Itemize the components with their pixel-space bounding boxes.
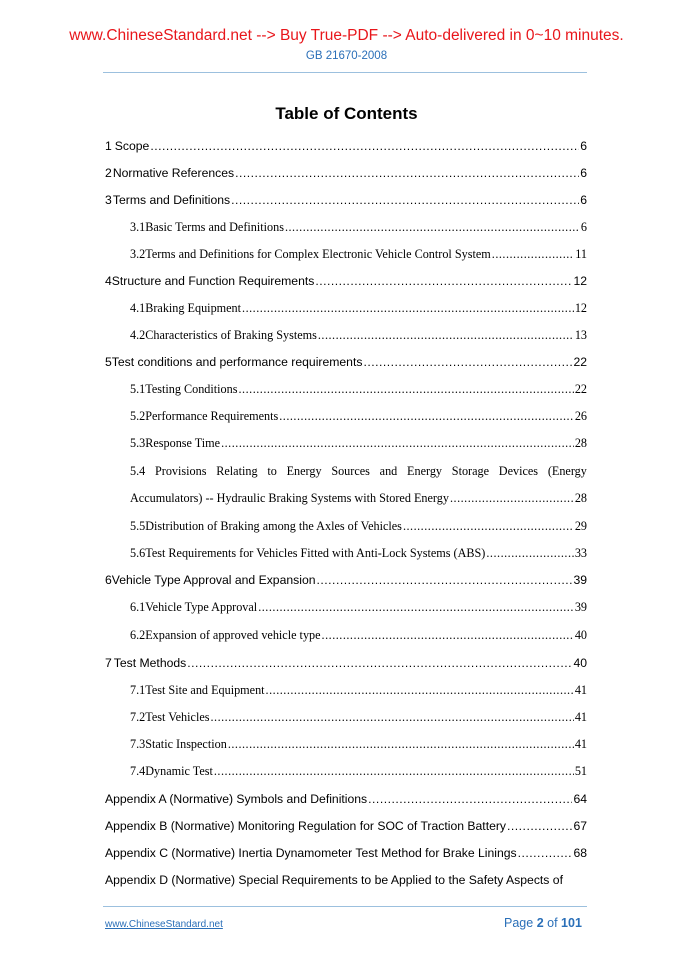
toc-entry-7[interactable] <box>105 656 587 670</box>
toc-entry-number: 7.2 <box>130 710 146 724</box>
leader-dots <box>403 519 574 534</box>
leader-dots <box>322 628 574 643</box>
toc-entry-page: 26 <box>574 409 587 423</box>
toc-entry-title: Static Inspection <box>145 737 227 751</box>
toc-entry-number: 5.2 <box>130 409 146 423</box>
toc-word: Storage <box>451 464 490 478</box>
toc-entry-title: Characteristics of Braking Systems <box>145 328 317 342</box>
footer-rule <box>103 906 587 907</box>
toc-entry-1[interactable] <box>105 139 587 153</box>
leader-dots <box>187 656 572 670</box>
toc-entry-6-2[interactable] <box>105 628 587 643</box>
toc-entry-title: Test conditions and performance requirements <box>111 355 363 369</box>
toc-entry-page: 41 <box>574 710 587 724</box>
leader-dots <box>317 573 573 587</box>
toc-entry-page: 6 <box>580 166 587 180</box>
page-current: 2 <box>536 916 544 930</box>
toc-entry-number: 6.2 <box>130 628 146 642</box>
toc-entry-page: 41 <box>574 737 587 751</box>
leader-dots <box>315 274 572 288</box>
toc-entry-number: 7.1 <box>130 683 146 697</box>
toc-entry-title: Terms and Definitions for Complex Electronic Vehicle Control System <box>145 247 491 261</box>
toc-entry-number: 5.5 <box>130 519 146 533</box>
toc-entry-title: Test Methods <box>113 656 187 670</box>
toc-entry-5-2[interactable] <box>105 409 587 424</box>
toc-entry-4-2[interactable] <box>105 328 587 343</box>
toc-entry-page: 13 <box>574 328 587 342</box>
toc-entry-number: 5.6 <box>130 546 146 560</box>
standard-number: GB 21670-2008 <box>305 50 388 62</box>
toc-entry-5-4-continued[interactable] <box>105 491 587 506</box>
header-rule <box>103 72 587 73</box>
toc-word: Provisions <box>155 464 207 478</box>
toc-word: Energy <box>286 464 322 478</box>
toc-entry-number: 6 <box>105 573 112 587</box>
leader-dots <box>235 166 579 180</box>
toc-entry-title: Testing Conditions <box>145 382 238 396</box>
toc-entry-page: 33 <box>574 546 587 560</box>
toc-entry-title: Normative References <box>112 166 235 180</box>
toc-entry-7-4[interactable] <box>105 764 587 779</box>
toc-entry-number: 7.4 <box>130 764 146 778</box>
toc-entry-title: Appendix A (Normative) Symbols and Definitions <box>105 792 368 806</box>
leader-dots <box>450 491 574 506</box>
page-of-label: of <box>547 916 558 930</box>
toc-word: Energy <box>407 464 443 478</box>
leader-dots <box>507 819 572 833</box>
toc-entry-title: Braking Equipment <box>145 301 242 315</box>
toc-entry-appendix-c[interactable] <box>105 846 587 860</box>
toc-entry-3-1[interactable] <box>105 220 587 235</box>
toc-entry-3[interactable] <box>105 193 587 207</box>
toc-entry-page: 28 <box>574 491 587 505</box>
toc-entry-title: Vehicle Type Approval and Expansion <box>111 573 316 587</box>
toc-entry-page: 22 <box>574 382 587 396</box>
toc-word: and <box>379 464 398 478</box>
leader-dots <box>285 220 580 235</box>
toc-entry-page: 39 <box>573 573 587 587</box>
toc-entry-page: 6 <box>580 220 587 234</box>
toc-word: Relating <box>216 464 258 478</box>
toc-entry-page: 28 <box>574 436 587 450</box>
toc-entry-page: 51 <box>574 764 587 778</box>
toc-entry-7-3[interactable] <box>105 737 587 752</box>
leader-dots <box>318 328 574 343</box>
toc-entry-5-3[interactable] <box>105 436 587 451</box>
toc-entry-number: 1 <box>105 139 112 153</box>
leader-dots <box>492 247 574 262</box>
toc-entry-page: 6 <box>580 139 587 153</box>
toc-entry-5-6[interactable] <box>105 546 587 561</box>
toc-entry-title: Accumulators) -- Hydraulic Braking Systems with Stored Energy <box>130 491 449 505</box>
toc-entry-page: 41 <box>574 683 587 697</box>
toc-entry-title: Appendix D (Normative) Special Requirements to be Applied to the Safety Aspects of <box>105 873 563 887</box>
toc-entry-number: 4 <box>105 274 112 288</box>
toc-entry-title: Vehicle Type Approval <box>145 600 258 614</box>
toc-entry-7-1[interactable] <box>105 683 587 698</box>
toc-entry-title: Scope <box>114 139 150 153</box>
toc-entry-number: 6.1 <box>130 600 146 614</box>
page-label: Page <box>504 916 534 930</box>
toc-entry-6-1[interactable] <box>105 600 587 615</box>
toc-entry-title: Terms and Definitions <box>112 193 231 207</box>
leader-dots <box>239 382 574 397</box>
toc-entry-title: Response Time <box>145 436 221 450</box>
toc-entry-page: 40 <box>574 628 587 642</box>
toc-entry-page: 29 <box>574 519 587 533</box>
toc-title: Table of Contents <box>275 104 418 123</box>
toc-entry-7-2[interactable] <box>105 710 587 725</box>
toc-entry-title: Dynamic Test <box>145 764 213 778</box>
toc-entry-5-1[interactable] <box>105 382 587 397</box>
toc-entry-4[interactable] <box>105 274 587 288</box>
toc-entry-number: 2 <box>105 166 112 180</box>
toc-entry-title: Performance Requirements <box>145 409 279 423</box>
leader-dots <box>486 546 573 561</box>
page-indicator <box>504 916 582 930</box>
toc-entry-page: 39 <box>574 600 587 614</box>
toc-entry-title: Distribution of Braking among the Axles of Vehicles <box>145 519 402 533</box>
toc-entry-title: Expansion of approved vehicle type <box>145 628 321 642</box>
leader-dots <box>363 355 572 369</box>
toc-entry-page: 6 <box>580 193 587 207</box>
toc-entry-number: 5 <box>105 355 112 369</box>
toc-entry-number: 7 <box>105 656 112 670</box>
toc-entry-2[interactable] <box>105 166 587 180</box>
leader-dots <box>242 301 574 316</box>
toc-entry-page: 22 <box>573 355 587 369</box>
toc-entry-appendix-d[interactable] <box>105 873 587 887</box>
toc-entry-title: Appendix B (Normative) Monitoring Regulation for SOC of Traction Battery <box>105 819 507 833</box>
toc-entry-number: 4.1 <box>130 301 146 315</box>
toc-entry-page: 12 <box>573 274 587 288</box>
toc-entry-number: 5.3 <box>130 436 146 450</box>
toc-entry-title: Test Requirements for Vehicles Fitted with Anti-Lock Systems (ABS) <box>145 546 486 560</box>
toc-entry-page: 40 <box>573 656 587 670</box>
toc-entry-number: 5.4 <box>130 464 146 478</box>
toc-entry-5-4[interactable] <box>130 464 587 479</box>
toc-word: to <box>267 464 277 478</box>
toc-entry-number: 3.2 <box>130 247 146 261</box>
leader-dots <box>518 846 573 860</box>
toc-entry-appendix-a[interactable] <box>105 792 587 806</box>
toc-entry-number: 7.3 <box>130 737 146 751</box>
toc-entry-6[interactable] <box>105 573 587 587</box>
toc-word: Sources <box>331 464 370 478</box>
leader-dots <box>228 737 574 752</box>
toc-entry-5-5[interactable] <box>105 519 587 534</box>
leader-dots <box>221 436 574 451</box>
toc-entry-page: 11 <box>575 247 587 261</box>
toc-entry-number: 3 <box>105 193 112 207</box>
toc-entry-5[interactable] <box>105 355 587 369</box>
leader-dots <box>266 683 574 698</box>
toc-entry-4-1[interactable] <box>105 301 587 316</box>
toc-entry-title: Test Site and Equipment <box>145 683 265 697</box>
leader-dots <box>368 792 572 806</box>
toc-entry-number: 5.1 <box>130 382 146 396</box>
toc-entry-3-2[interactable] <box>105 247 587 262</box>
footer-website-link[interactable]: www.ChineseStandard.net <box>105 919 223 930</box>
toc-entry-title: Appendix C (Normative) Inertia Dynamometer Test Method for Brake Linings <box>105 846 517 860</box>
leader-dots <box>150 139 579 153</box>
leader-dots <box>258 600 574 615</box>
toc-entry-appendix-b[interactable] <box>105 819 587 833</box>
leader-dots <box>214 764 574 779</box>
toc-entry-title: Test Vehicles <box>145 710 210 724</box>
leader-dots <box>279 409 574 424</box>
toc-entry-page: 67 <box>573 819 587 833</box>
toc-entry-title: Basic Terms and Definitions <box>145 220 284 234</box>
toc-entry-page: 12 <box>574 301 587 315</box>
header-banner[interactable]: www.ChineseStandard.net --> Buy True-PDF --> Auto-delivered in 0~10 minutes. <box>69 27 624 44</box>
toc-entry-title: Structure and Function Requirements <box>111 274 315 288</box>
toc-entry-number: 3.1 <box>130 220 146 234</box>
leader-dots <box>231 193 579 207</box>
toc-entry-number: 4.2 <box>130 328 146 342</box>
page-total: 101 <box>561 916 582 930</box>
toc-entry-page: 64 <box>573 792 587 806</box>
toc-word: Devices <box>498 464 539 478</box>
toc-entry-page: 68 <box>573 846 587 860</box>
toc-word: (Energy <box>547 464 587 478</box>
leader-dots <box>210 710 573 725</box>
